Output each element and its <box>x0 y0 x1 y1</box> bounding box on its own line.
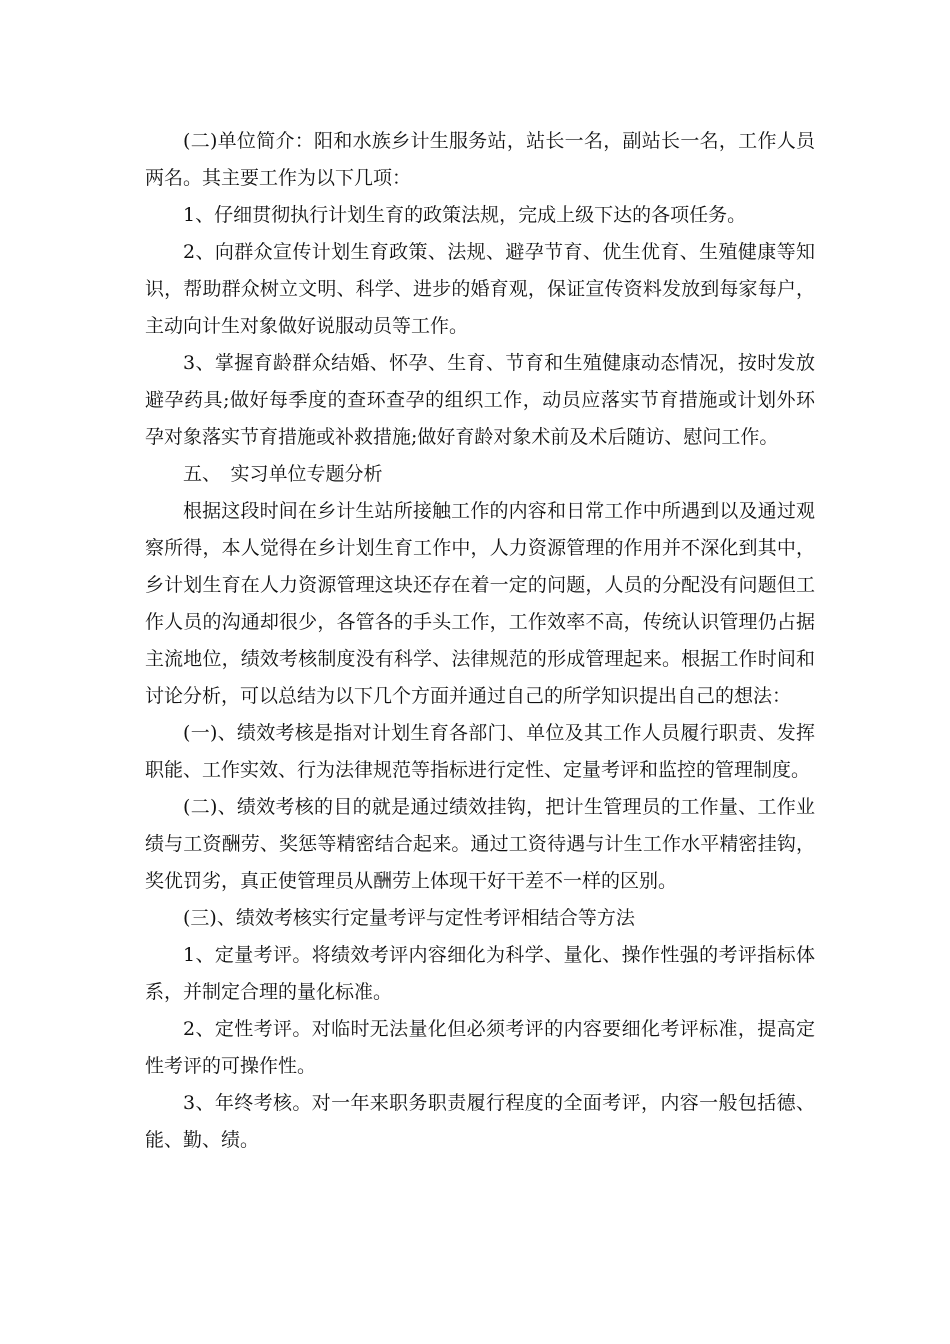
paragraph-unit-intro: (二)单位简介：阳和水族乡计生服务站，站长一名，副站长一名，工作人员两名。其主要工作为以下几项： <box>145 130 815 189</box>
paragraph-point-2: (二)、绩效考核的目的就是通过绩效挂钩，把计生管理员的工作量、工作业绩与工资酬劳、奖惩等精密结合起来。通过工资待遇与计生工作水平精密挂钩，奖优罚劣，真正使管理员从酬劳上体现干好干差不一样的区别。 <box>145 796 815 892</box>
section-heading-five: 五、 实习单位专题分析 <box>183 463 383 485</box>
paragraph-analysis: 根据这段时间在乡计生站所接触工作的内容和日常工作中所遇到以及通过观察所得，本人觉得在乡计划生育工作中，人力资源管理的作用并不深化到其中，乡计划生育在人力资源管理这块还存在着一定的问题，人员的分配没有问题但工作人员的沟通却很少，各管各的手头工作，工作效率不高，传统认识管理仍占据主流地位，绩效考核制度没有科学、法律规范的形成管理起来。根据工作时间和讨论分析，可以总结为以下几个方面并通过自己的所学知识提出自己的想法： <box>145 500 815 707</box>
paragraph-task-3: 3、掌握育龄群众结婚、怀孕、生育、节育和生殖健康动态情况，按时发放避孕药具;做好每季度的查环查孕的组织工作，动员应落实节育措施或计划外环孕对象落实节育措施或补救措施;做好育龄对象术前及术后随访、慰问工作。 <box>145 352 815 448</box>
paragraph-point-1: (一)、绩效考核是指对计划生育各部门、单位及其工作人员履行职责、发挥职能、工作实效、行为法律规范等指标进行定性、定量考评和监控的管理制度。 <box>145 722 815 781</box>
paragraph-method-2: 2、定性考评。对临时无法量化但必须考评的内容要细化考评标准，提高定性考评的可操作性。 <box>145 1018 815 1077</box>
paragraph-method-3: 3、年终考核。对一年来职务职责履行程度的全面考评，内容一般包括德、能、勤、绩。 <box>145 1092 815 1151</box>
paragraph-point-3: (三)、绩效考核实行定量考评与定性考评相结合等方法 <box>183 907 635 929</box>
paragraph-task-1: 1、仔细贯彻执行计划生育的政策法规，完成上级下达的各项任务。 <box>183 204 747 226</box>
document-body <box>145 123 815 1159</box>
paragraph-method-1: 1、定量考评。将绩效考评内容细化为科学、量化、操作性强的考评指标体系，并制定合理的量化标准。 <box>145 944 815 1003</box>
paragraph-task-2: 2、向群众宣传计划生育政策、法规、避孕节育、优生优育、生殖健康等知识，帮助群众树立文明、科学、进步的婚育观，保证宣传资料发放到每家每户，主动向计生对象做好说服动员等工作。 <box>145 241 815 337</box>
